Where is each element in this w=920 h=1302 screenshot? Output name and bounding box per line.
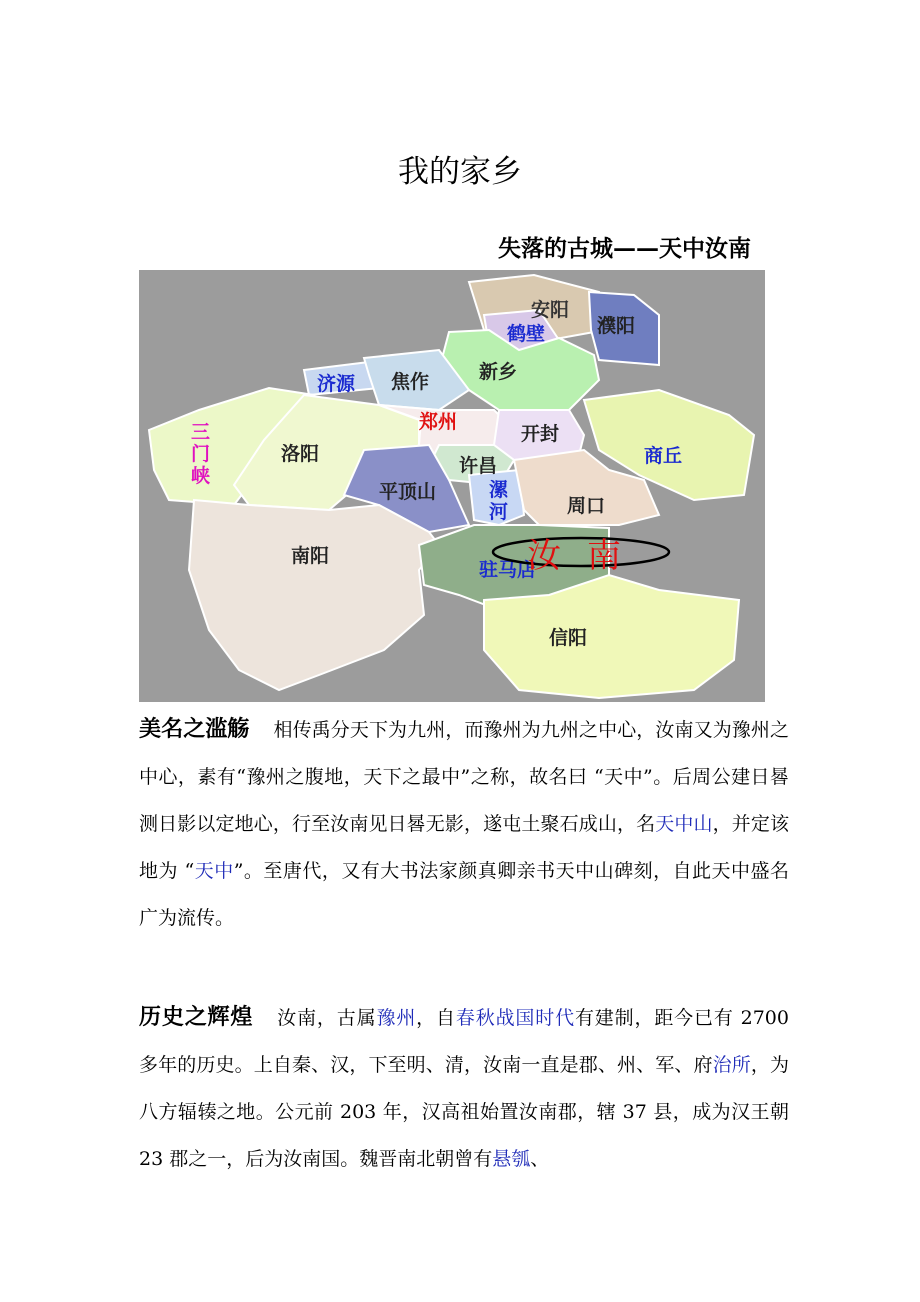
body-text: 、 xyxy=(530,1148,550,1170)
label-xinxiang: 新乡 xyxy=(479,361,518,383)
page-title: 我的家乡 xyxy=(398,154,522,190)
label-xinyang: 信阳 xyxy=(549,627,588,649)
body-text: ，为八方辐辏之地。公元前 203 年，汉高祖始置汝南郡，辖 37 县，成为汉王朝 23 郡之一，后为汝南国。魏晋南北朝曾有 xyxy=(139,1054,789,1170)
body-text: ”。至唐代，又有大书法家颜真卿亲书天中山碑刻，自此天中盛名广为流传。 xyxy=(139,860,789,929)
label-anyang: 安阳 xyxy=(531,299,570,321)
label-hebi: 鹤壁 xyxy=(507,323,546,345)
label-runan-1: 汝 xyxy=(527,536,561,576)
label-zhumadian: 驻马店 xyxy=(479,559,537,581)
label-zhengzhou: 郑州 xyxy=(419,411,458,433)
body-text: ，自 xyxy=(416,1007,456,1029)
label-nanyang: 南阳 xyxy=(291,545,330,567)
label-kaifeng: 开封 xyxy=(521,423,560,445)
page-subtitle: 失落的古城——天中汝南 xyxy=(498,235,751,262)
label-luohe-2: 河 xyxy=(489,501,509,523)
section-heading: 历史之辉煌 xyxy=(139,1004,254,1030)
body-text: ，并定该地为 “ xyxy=(139,813,789,882)
label-sanmenxia-2: 门 xyxy=(191,443,211,465)
section-name-origin xyxy=(139,706,789,942)
section-history xyxy=(139,994,789,1183)
link-xuanhu[interactable]: 悬瓠 xyxy=(492,1148,531,1170)
label-luohe-1: 漯 xyxy=(489,479,509,501)
body-text: 汝南，古属 xyxy=(277,1007,377,1029)
label-xuchang: 许昌 xyxy=(459,455,498,477)
label-luoyang: 洛阳 xyxy=(281,443,320,465)
section-heading: 美名之滥觞 xyxy=(139,716,250,742)
body-text: 相传禹分天下为九州，而豫州为九州之中心，汝南又为豫州之中心，素有“豫州之腹地，天下之最中”之称，故名曰 “天中”。后周公建日晷测日影以定地心，行至汝南见日晷无影，遂屯土聚石成山，名 xyxy=(139,719,789,835)
link-chunqiu-zhanguo[interactable]: 春秋战国时代 xyxy=(455,1007,575,1029)
link-yuzhou[interactable]: 豫州 xyxy=(376,1007,417,1029)
label-shangqiu: 商丘 xyxy=(644,445,683,467)
henan-map xyxy=(139,270,765,702)
link-tianzhongshan[interactable]: 天中山 xyxy=(655,813,713,835)
label-sanmenxia-1: 三 xyxy=(191,421,211,443)
link-tianzhong[interactable]: 天中 xyxy=(194,860,234,882)
label-runan-2: 南 xyxy=(587,536,621,576)
label-jiyuan: 济源 xyxy=(317,373,356,395)
link-zhisuo[interactable]: 治所 xyxy=(712,1054,751,1076)
label-zhoukou: 周口 xyxy=(567,495,606,517)
body-text: 有建制，距今已有 2700 多年的历史。上自秦、汉，下至明、清，汝南一直是郡、州、军、府 xyxy=(139,1007,789,1076)
label-sanmenxia-3: 峡 xyxy=(191,465,211,487)
label-pingdingshan: 平顶山 xyxy=(379,481,437,503)
label-jiaozuo: 焦作 xyxy=(391,371,430,393)
label-puyang: 濮阳 xyxy=(597,315,636,337)
